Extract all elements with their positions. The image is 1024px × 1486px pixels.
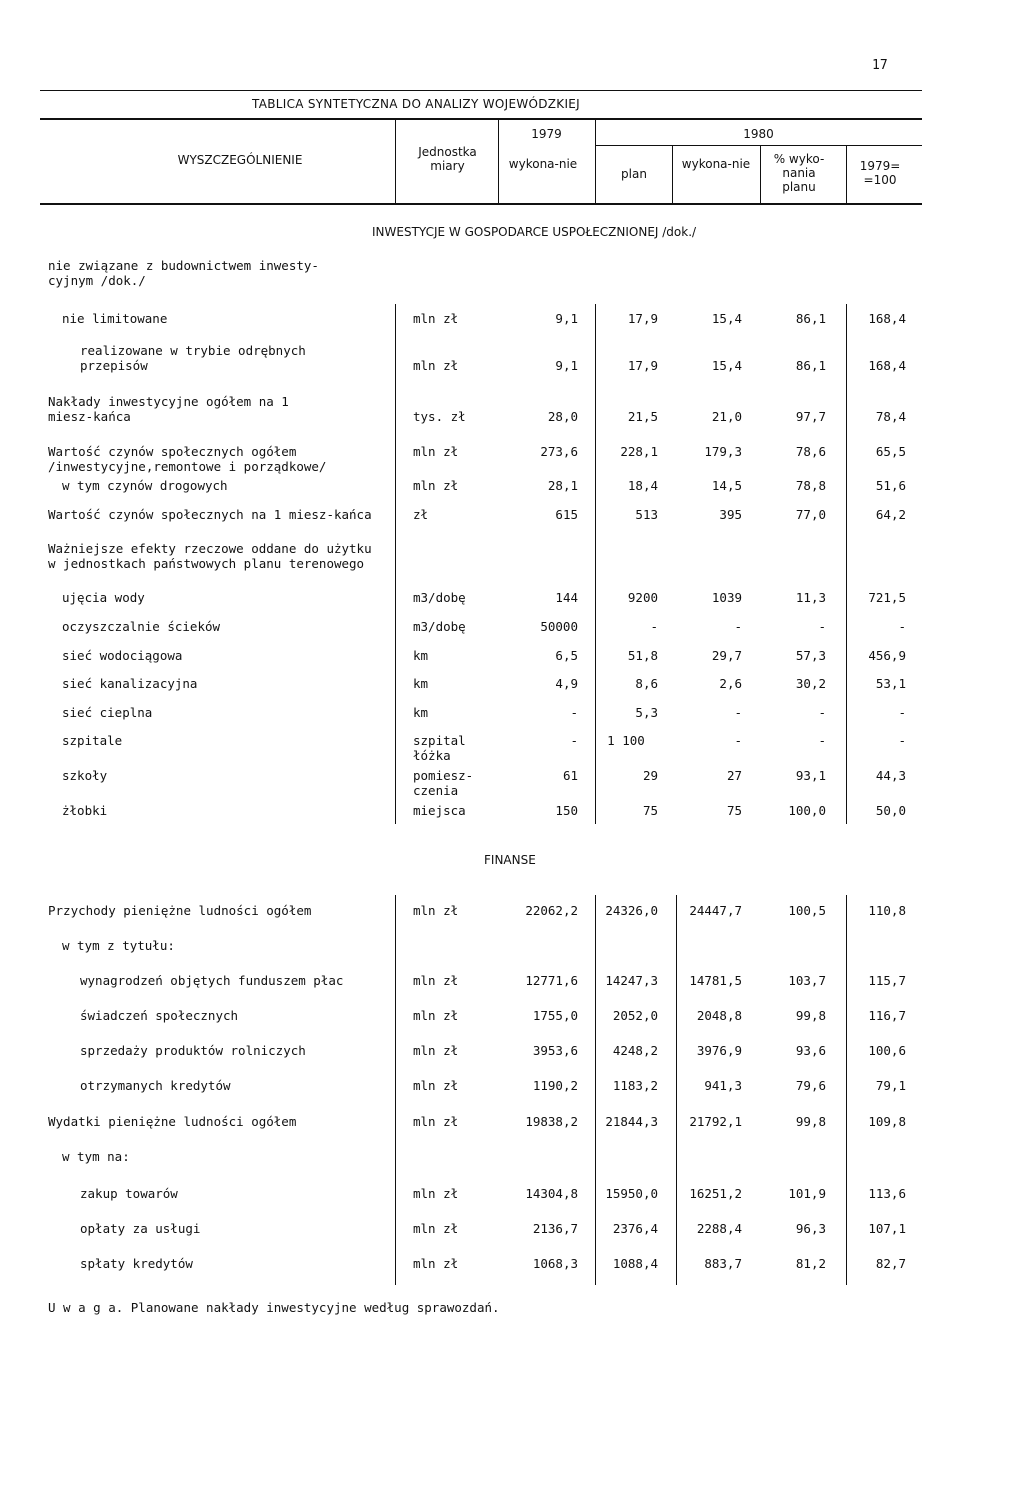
cell-1979-execution: 3953,6 [532,1043,578,1058]
row-unit: tys. zł [413,409,466,424]
cell-plan: 75 [642,803,658,818]
cell-plan: 228,1 [620,444,658,459]
cell-plan-percent: 101,9 [788,1186,826,1201]
cell-plan: 1183,2 [612,1078,658,1093]
row-label: sprzedaży produktów rolniczych [80,1043,306,1058]
row-unit: mln zł [413,1078,459,1093]
cell-plan-percent: 99,8 [795,1114,826,1129]
header-col-plan-percent: % wyko-nania planu [773,152,825,194]
row-label: sieć kanalizacyjna [62,676,198,691]
header-top-rule [40,118,922,120]
cell-index-1979: 168,4 [868,358,906,373]
row-label: ujęcia wody [62,590,145,605]
cell-1979-execution: 28,0 [547,409,578,424]
cell-plan: 1 100 [607,733,645,748]
cell-index-1979: 115,7 [868,973,906,988]
row-label: w tym z tytułu: [62,938,175,953]
table-title: TABLICA SYNTETYCZNA DO ANALIZY WOJEWÓDZKIEJ [252,97,581,111]
cell-1980-execution: - [734,619,742,634]
cell-index-1979: 168,4 [868,311,906,326]
cell-1979-execution: 273,6 [540,444,578,459]
cell-plan-percent: 86,1 [795,311,826,326]
row-label: nie limitowane [62,311,168,326]
cell-plan: 1088,4 [612,1256,658,1271]
row-label: spłaty kredytów [80,1256,193,1271]
row-unit: m3/dobę [413,590,466,605]
cell-1979-execution: 19838,2 [525,1114,578,1129]
cell-plan: 21844,3 [605,1114,658,1129]
cell-plan-percent: 81,2 [795,1256,826,1271]
row-label: oczyszczalnie ścieków [62,619,221,634]
header-unit: Jednostka miary [418,145,477,173]
header-bottom-rule [40,203,922,205]
row-unit: mln zł [413,1043,459,1058]
cell-1979-execution: 144 [555,590,578,605]
cell-index-1979: 53,1 [875,676,906,691]
row-unit: mln zł [413,1008,459,1023]
cell-1980-execution: 3976,9 [696,1043,742,1058]
cell-1979-execution: 50000 [540,619,578,634]
cell-plan-percent: 93,1 [795,768,826,783]
cell-1979-execution: 4,9 [555,676,578,691]
row-label: Wydatki pieniężne ludności ogółem [48,1114,297,1129]
row-label: nie związane z budownictwem inwesty-cyjnym /dok./ [48,258,319,288]
header-col-index-1979: 1979= =100 [859,159,901,187]
cell-plan-percent: 57,3 [795,648,826,663]
cell-index-1979: 109,8 [868,1114,906,1129]
cell-index-1979: - [898,619,906,634]
cell-plan: 17,9 [627,358,658,373]
cell-1980-execution: 75 [726,803,742,818]
cell-index-1979: 65,5 [875,444,906,459]
row-label: Ważniejsze efekty rzeczowe oddane do użytku w jednostkach państwowych planu terenowego [48,541,372,571]
row-label: sieć wodociągowa [62,648,183,663]
row-label: Wartość czynów społecznych na 1 miesz-kańca [48,507,372,522]
row-label: wynagrodzeń objętych funduszem płac [80,973,344,988]
cell-1980-execution: 21792,1 [689,1114,742,1129]
row-unit: mln zł [413,903,459,918]
cell-1980-execution: 179,3 [704,444,742,459]
cell-plan-percent: 97,7 [795,409,826,424]
row-label: szpitale [62,733,123,748]
footnote: U w a g a. Planowane nakłady inwestycyjne według sprawozdań. [48,1300,500,1315]
row-unit: mln zł [413,358,459,373]
cell-plan: 14247,3 [605,973,658,988]
cell-1979-execution: - [570,705,578,720]
cell-plan: 8,6 [635,676,658,691]
cell-index-1979: 110,8 [868,903,906,918]
cell-1980-execution: 1039 [711,590,742,605]
row-unit: pomiesz-czenia [413,768,474,798]
row-unit: mln zł [413,478,459,493]
cell-index-1979: 721,5 [868,590,906,605]
row-label: w tym na: [62,1149,130,1164]
cell-plan-percent: 96,3 [795,1221,826,1236]
cell-plan-percent: 93,6 [795,1043,826,1058]
header-year-1980: 1980 [743,127,774,141]
header-col-1979-execution: wykona-nie [508,157,578,171]
cell-index-1979: 82,7 [875,1256,906,1271]
cell-index-1979: 456,9 [868,648,906,663]
row-label: Wartość czynów społecznych ogółem /inwestycyjne,remontowe i porządkowe/ [48,444,327,474]
cell-plan-percent: 30,2 [795,676,826,691]
cell-plan: 51,8 [627,648,658,663]
cell-1980-execution: 15,4 [711,311,742,326]
row-unit: km [413,648,429,663]
row-label: szkoły [62,768,108,783]
cell-1979-execution: 12771,6 [525,973,578,988]
cell-1980-execution: - [734,733,742,748]
cell-1979-execution: 1755,0 [532,1008,578,1023]
cell-1980-execution: 29,7 [711,648,742,663]
cell-index-1979: 100,6 [868,1043,906,1058]
cell-plan-percent: - [818,705,826,720]
cell-1980-execution: 27 [726,768,742,783]
section-investments: INWESTYCJE W GOSPODARCE USPOŁECZNIONEJ /dok./ [372,225,697,239]
cell-plan-percent: 100,5 [788,903,826,918]
row-unit: szpital łóżka [413,733,466,763]
cell-plan: 4248,2 [612,1043,658,1058]
cell-plan-percent: 78,8 [795,478,826,493]
row-label: realizowane w trybie odrębnych przepisów [80,343,306,373]
row-label: otrzymanych kredytów [80,1078,231,1093]
cell-index-1979: 64,2 [875,507,906,522]
cell-index-1979: 116,7 [868,1008,906,1023]
row-unit: zł [413,507,429,522]
cell-1979-execution: - [570,733,578,748]
cell-plan: 5,3 [635,705,658,720]
cell-1980-execution: 941,3 [704,1078,742,1093]
cell-1980-execution: 2,6 [719,676,742,691]
cell-index-1979: 50,0 [875,803,906,818]
section-finance: FINANSE [484,853,536,867]
row-label: zakup towarów [80,1186,178,1201]
row-label: żłobki [62,803,108,818]
cell-1979-execution: 14304,8 [525,1186,578,1201]
cell-plan: 15950,0 [605,1186,658,1201]
row-unit: mln zł [413,1221,459,1236]
cell-1979-execution: 28,1 [547,478,578,493]
cell-plan: 9200 [627,590,658,605]
page-number: 17 [872,58,888,73]
header-col-1980-execution: wykona-nie [681,157,751,171]
cell-1979-execution: 615 [555,507,578,522]
row-label: sieć cieplna [62,705,153,720]
header-year-1979: 1979 [531,127,562,141]
cell-plan-percent: 79,6 [795,1078,826,1093]
cell-plan-percent: 103,7 [788,973,826,988]
row-unit: mln zł [413,444,459,459]
cell-plan: - [650,619,658,634]
cell-1980-execution: 16251,2 [689,1186,742,1201]
cell-1979-execution: 9,1 [555,311,578,326]
header-col-plan: plan [621,167,647,181]
cell-plan: 24326,0 [605,903,658,918]
cell-plan-percent: 100,0 [788,803,826,818]
cell-plan: 513 [635,507,658,522]
cell-1979-execution: 22062,2 [525,903,578,918]
cell-1980-execution: 21,0 [711,409,742,424]
cell-index-1979: 113,6 [868,1186,906,1201]
cell-plan-percent: 78,6 [795,444,826,459]
cell-1980-execution: 395 [719,507,742,522]
cell-index-1979: 51,6 [875,478,906,493]
row-label: opłaty za usługi [80,1221,201,1236]
row-label: Przychody pieniężne ludności ogółem [48,903,312,918]
header-description: WYSZCZEGÓLNIENIE [177,153,303,167]
row-unit: mln zł [413,1256,459,1271]
row-label: świadczeń społecznych [80,1008,239,1023]
cell-plan: 18,4 [627,478,658,493]
cell-plan-percent: 86,1 [795,358,826,373]
cell-1980-execution: 24447,7 [689,903,742,918]
cell-1980-execution: 14,5 [711,478,742,493]
cell-1980-execution: 14781,5 [689,973,742,988]
cell-plan-percent: - [818,619,826,634]
cell-index-1979: 79,1 [875,1078,906,1093]
header-mid-rule [595,145,922,146]
cell-plan: 29 [642,768,658,783]
cell-1979-execution: 1190,2 [532,1078,578,1093]
cell-1979-execution: 6,5 [555,648,578,663]
cell-index-1979: 78,4 [875,409,906,424]
cell-1980-execution: 2288,4 [696,1221,742,1236]
row-unit: mln zł [413,1186,459,1201]
cell-plan: 17,9 [627,311,658,326]
cell-index-1979: 107,1 [868,1221,906,1236]
cell-1980-execution: 883,7 [704,1256,742,1271]
row-unit: mln zł [413,1114,459,1129]
cell-plan-percent: - [818,733,826,748]
row-unit: mln zł [413,311,459,326]
row-label: w tym czynów drogowych [62,478,228,493]
cell-1980-execution: - [734,705,742,720]
cell-plan: 21,5 [627,409,658,424]
cell-index-1979: - [898,705,906,720]
top-rule [40,90,922,91]
cell-plan: 2376,4 [612,1221,658,1236]
row-unit: km [413,676,429,691]
cell-plan-percent: 11,3 [795,590,826,605]
cell-1979-execution: 9,1 [555,358,578,373]
row-unit: km [413,705,429,720]
row-unit: mln zł [413,973,459,988]
cell-1979-execution: 61 [562,768,578,783]
cell-plan-percent: 77,0 [795,507,826,522]
cell-1979-execution: 2136,7 [532,1221,578,1236]
row-label: Nakłady inwestycyjne ogółem na 1 miesz-kańca [48,394,289,424]
row-unit: m3/dobę [413,619,466,634]
cell-index-1979: 44,3 [875,768,906,783]
cell-index-1979: - [898,733,906,748]
cell-1979-execution: 150 [555,803,578,818]
cell-1980-execution: 15,4 [711,358,742,373]
cell-plan: 2052,0 [612,1008,658,1023]
cell-plan-percent: 99,8 [795,1008,826,1023]
cell-1980-execution: 2048,8 [696,1008,742,1023]
cell-1979-execution: 1068,3 [532,1256,578,1271]
row-unit: miejsca [413,803,466,818]
